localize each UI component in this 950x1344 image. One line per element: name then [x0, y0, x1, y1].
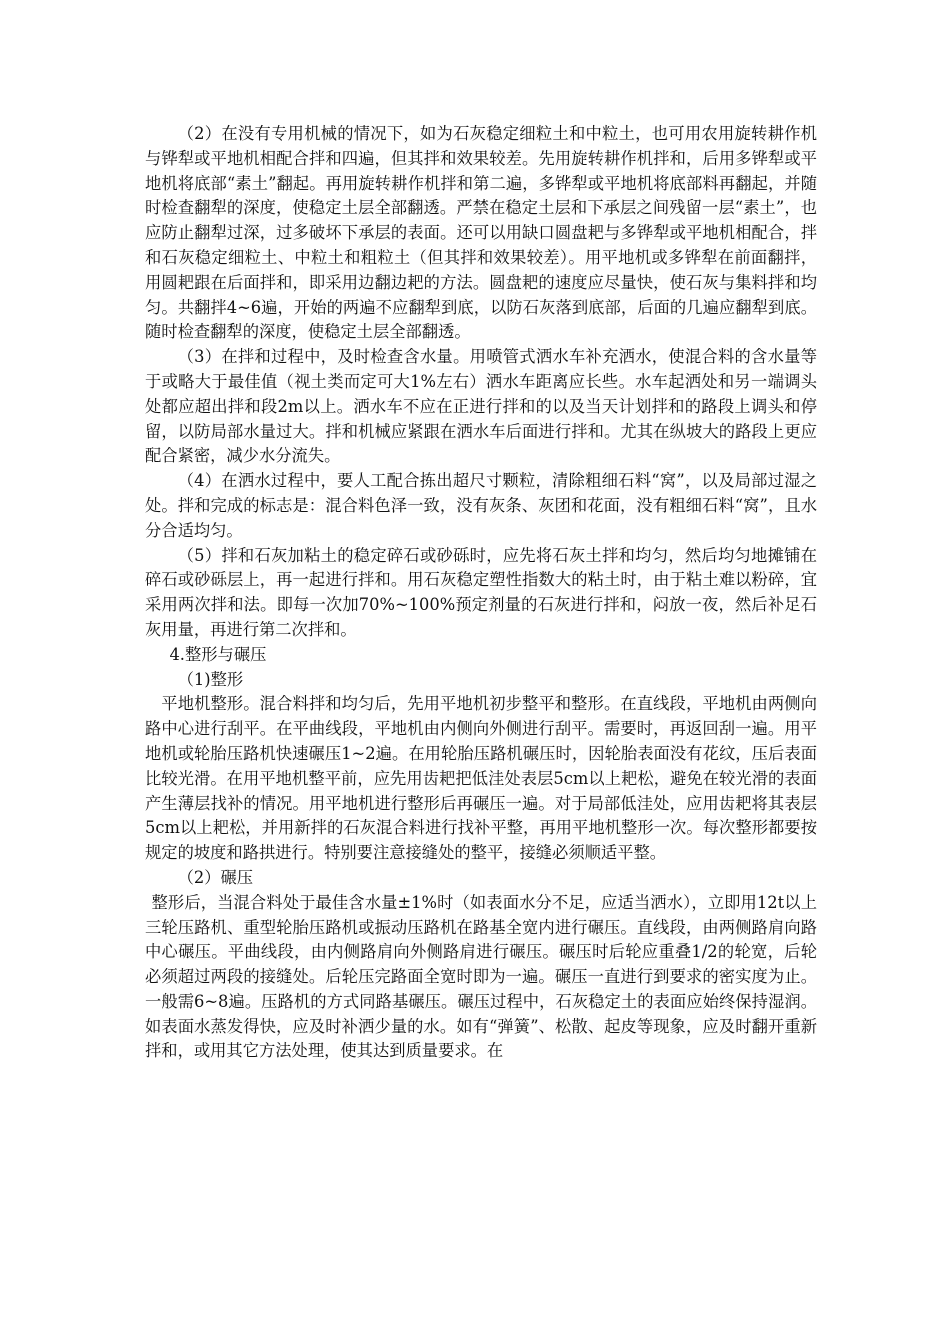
- paragraph-compaction: 整形后，当混合料处于最佳含水量±1%时（如表面水分不足，应适当洒水），立即用12t以上三轮压路机、重型轮胎压路机或振动压路机在路基全宽内进行碾压。直线段，由两侧路肩向路中心碾压。平曲线段，由内侧路肩向外侧路肩进行碾压。碾压时后轮应重叠1/2的轮宽，后轮必须超过两段的接缝处。后轮压完路面全宽时即为一遍。碾压一直进行到要求的密实度为止。一般需6~8遍。压路机的方式同路基碾压。碾压过程中，石灰稳定土的表面应始终保持湿润。如表面水蒸发得快，应及时补洒少量的水。如有“弹簧”、松散、起皮等现象，应及时翻开重新拌和，或用其它方法处理，使其达到质量要求。在: [145, 892, 817, 1061]
- subheading-shaping: （1)整形: [177, 669, 244, 689]
- section-heading-shaping-compaction: 4.整形与碾压: [169, 644, 267, 664]
- paragraph-grader-shaping: 平地机整形。混合料拌和均匀后，先用平地机初步整平和整形。在直线段，平地机由两侧向路中心进行刮平。在平曲线段，平地机由内侧向外侧进行刮平。需要时，再返回刮一遍。用平地机或轮胎压路机快速碾压1~2遍。在用轮胎压路机碾压时，因轮胎表面没有花纹，压后表面比较光滑。在用平地机整平前，应先用齿耙把低洼处表层5cm以上耙松，避免在较光滑的表面产生薄层找补的情况。用平地机进行整形后再碾压一遍。对于局部低洼处，应用齿耙将其表层5cm以上耙松，并用新拌的石灰混合料进行找补平整，再用平地机整形一次。每次整形都要按规定的坡度和路拱进行。特别要注意接缝处的整平，接缝必须顺适平整。: [145, 694, 817, 863]
- paragraph-lime-clay-mix: （5）拌和石灰加粘土的稳定碎石或砂砾时，应先将石灰土拌和均匀，然后均匀地摊铺在碎石或砂砾层上，再一起进行拌和。用石灰稳定塑性指数大的粘土时，由于粘土难以粉碎，宜采用两次拌和法。即每一次加70%~100%预定剂量的石灰进行拌和，闷放一夜，然后补足石灰用量，再进行第二次拌和。: [145, 545, 817, 639]
- document-page: [145, 122, 817, 1064]
- paragraph-mixing-without-machine: （2）在没有专用机械的情况下，如为石灰稳定细粒土和中粒土，也可用农用旋转耕作机与铧犁或平地机相配合拌和四遍，但其拌和效果较差。先用旋转耕作机拌和，后用多铧犁或平地机将底部“素土”翻起。再用旋转耕作机拌和第二遍，多铧犁或平地机将底部料再翻起，并随时检查翻犁的深度，使稳定土层全部翻透。严禁在稳定土层和下承层之间残留一层“素土”，也应防止翻犁过深，过多破坏下承层的表面。还可以用缺口圆盘耙与多铧犁或平地机相配合，拌和石灰稳定细粒土、中粒土和粗粒土（但其拌和效果较差）。用平地机或多铧犁在前面翻拌，用圆耙跟在后面拌和，即采用边翻边耙的方法。圆盘耙的速度应尽量快，使石灰与集料拌和均匀。共翻拌4~6遍，开始的两遍不应翻犁到底，以防石灰落到底部，后面的几遍应翻犁到底。随时检查翻犁的深度，使稳定土层全部翻透。: [145, 124, 817, 342]
- paragraph-water-content: （3）在拌和过程中，及时检查含水量。用喷管式洒水车补充洒水，使混合料的含水量等于或略大于最佳值（视土类而定可大1%左右）洒水车距离应长些。水车起洒处和另一端调头处都应超出拌和段2m以上。洒水车不应在正进行拌和的以及当天计划拌和的路段上调头和停留，以防局部水量过大。拌和机械应紧跟在洒水车后面进行拌和。尤其在纵坡大的路段上更应配合紧密，减少水分流失。: [145, 347, 817, 466]
- subheading-compaction: （2）碾压: [177, 867, 254, 887]
- paragraph-watering: （4）在洒水过程中，要人工配合拣出超尺寸颗粒，清除粗细石料“窝”，以及局部过湿之处。拌和完成的标志是：混合料色泽一致，没有灰条、灰团和花面，没有粗细石料“窝”，且水分合适均匀。: [145, 471, 817, 540]
